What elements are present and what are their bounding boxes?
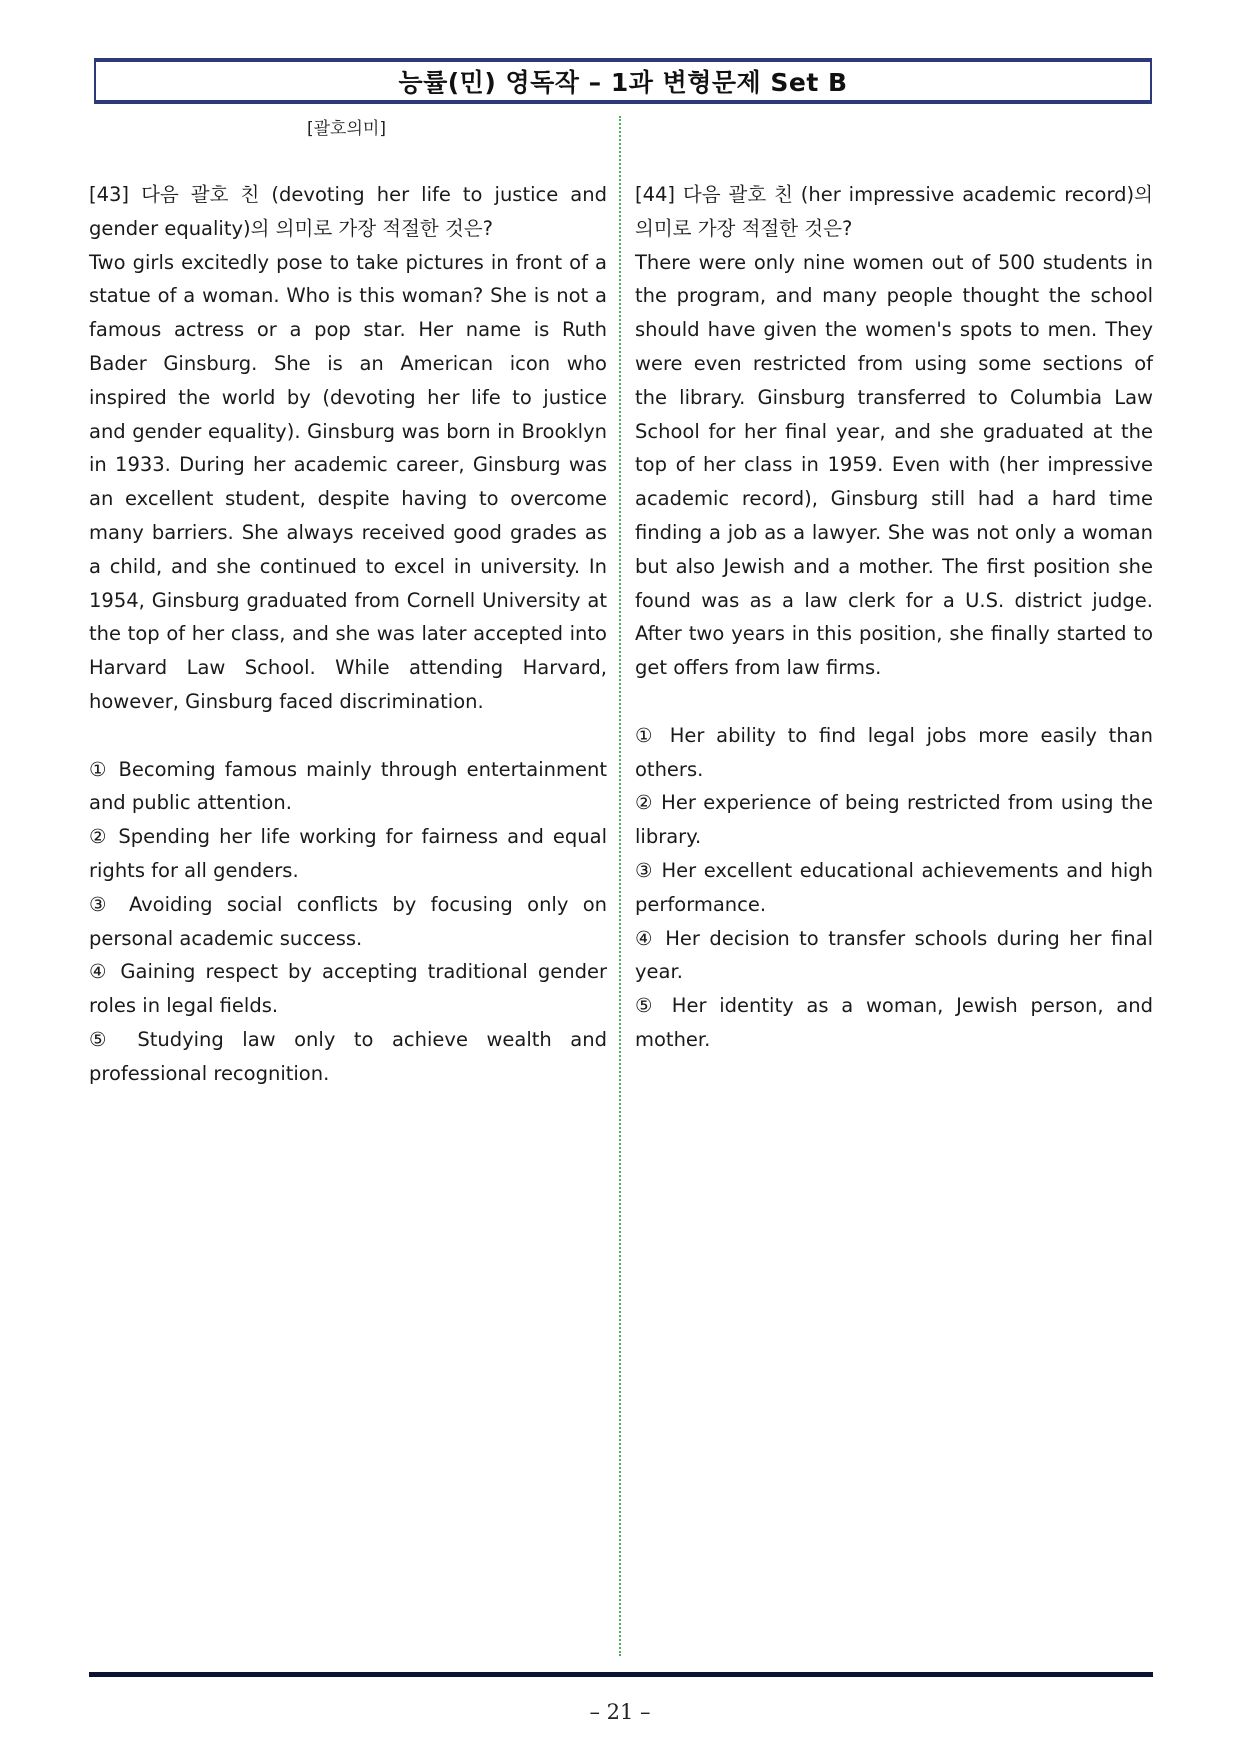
- question-43-passage: Two girls excitedly pose to take pictures in front of a statue of a woman. Who is this woman? She is not a famous actress or a pop star. Her name is Ruth Bader Ginsburg. She is an American icon who inspired the world by (devoting her life to justice and gender equality). Ginsburg was born in Brooklyn in 1933. During her academic career, Ginsburg was an excellent student, despite having to overcome many barriers. She always received good grades as a child, and she continued to excel in university. In 1954, Ginsburg graduated from Cornell University at the top of her class, and she was later accepted into Harvard Law School. While attending Harvard, however, Ginsburg faced discrimination.: [89, 250, 607, 713]
- question-43-prompt: [43] 다음 괄호 친 (devoting her life to justice and gender equality)의 의미로 가장 적절한 것은?: [89, 183, 607, 240]
- question-44-column: [635, 178, 1153, 1057]
- question-44-passage: There were only nine women out of 500 students in the program, and many people thought the school should have given the women's spots to men. They were even restricted from using some sections of the library. Ginsburg transferred to Columbia Law School for her final year, and she graduated at the top of her class in 1959. Even with (her impressive academic record), Ginsburg still had a hard time finding a job as a lawyer. She was not only a woman but also Jewish and a mother. The first position she found was as a law clerk for a U.S. district judge. After two years in this position, she finally started to get offers from law firms.: [635, 250, 1153, 680]
- footer-rule: [89, 1672, 1153, 1677]
- question-44-prompt: [44] 다음 괄호 친 (her impressive academic record)의 의미로 가장 적절한 것은?: [635, 183, 1153, 240]
- question-43-choice-5: ⑤ Studying law only to achieve wealth and professional recognition.: [89, 1027, 607, 1085]
- question-43-choice-3: ③ Avoiding social conflicts by focusing only on personal academic success.: [89, 892, 607, 950]
- question-43-choice-1: ① Becoming famous mainly through entertainment and public attention.: [89, 757, 607, 815]
- column-divider: [619, 116, 621, 1656]
- header-title-box: [94, 58, 1152, 104]
- question-44-choice-3: ③ Her excellent educational achievements and high performance.: [635, 858, 1153, 916]
- question-44-choice-5: ⑤ Her identity as a woman, Jewish person, and mother.: [635, 994, 1153, 1051]
- question-44-choice-1: ① Her ability to find legal jobs more easily than others.: [635, 723, 1153, 781]
- question-43-column: [89, 178, 607, 1091]
- page-number: – 21 –: [589, 1700, 651, 1724]
- spacer: [635, 685, 1153, 719]
- question-44-choice-2: ② Her experience of being restricted from using the library.: [635, 791, 1153, 849]
- question-43-choice-2: ② Spending her life working for fairness and equal rights for all genders.: [89, 825, 607, 882]
- question-44-choice-4: ④ Her decision to transfer schools during her final year.: [635, 926, 1153, 984]
- page-title: 능률(민) 영독작 – 1과 변형문제 Set B: [398, 68, 848, 97]
- question-43-choice-4: ④ Gaining respect by accepting traditional gender roles in legal fields.: [89, 960, 607, 1018]
- spacer: [89, 719, 607, 753]
- section-tag: [괄호의미]: [307, 119, 386, 139]
